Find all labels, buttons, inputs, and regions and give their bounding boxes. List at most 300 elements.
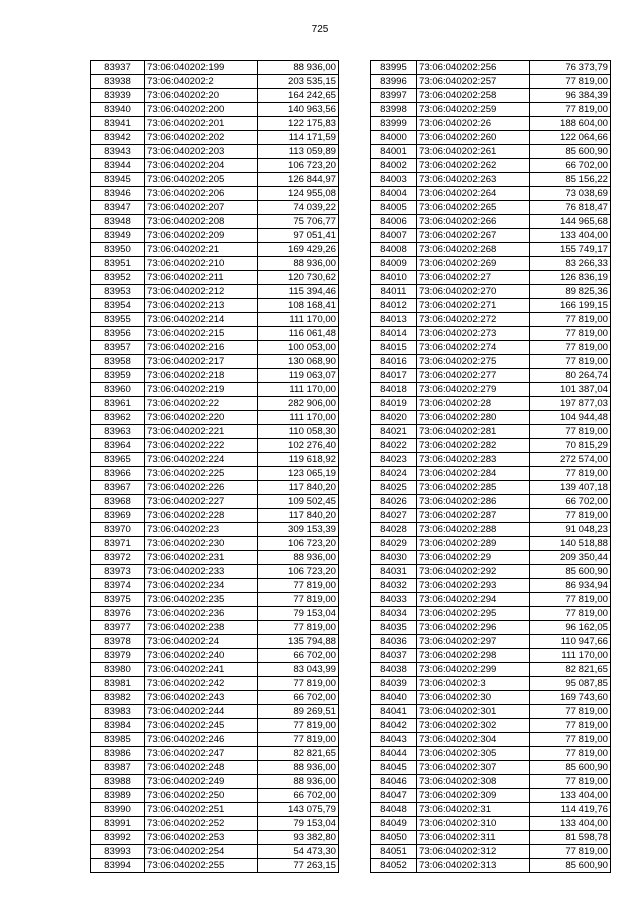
value-cell: 166 199,15 [530, 299, 611, 313]
table-row [91, 285, 339, 299]
table-row [371, 817, 611, 831]
row-number-cell: 84032 [371, 579, 417, 593]
cadastral-table-left [90, 60, 339, 873]
row-number-cell: 84038 [371, 663, 417, 677]
table-row [91, 663, 339, 677]
value-cell: 88 936,00 [258, 551, 339, 565]
cadastral-number-cell: 73:06:040202:289 [417, 537, 530, 551]
table-row [371, 621, 611, 635]
value-cell: 76 818,47 [530, 201, 611, 215]
row-number-cell: 83998 [371, 103, 417, 117]
row-number-cell: 84026 [371, 495, 417, 509]
cadastral-number-cell: 73:06:040202:312 [417, 845, 530, 859]
row-number-cell: 83977 [91, 621, 145, 635]
cadastral-number-cell: 73:06:040202:288 [417, 523, 530, 537]
table-row [371, 369, 611, 383]
row-number-cell: 84025 [371, 481, 417, 495]
row-number-cell: 83968 [91, 495, 145, 509]
table-row [371, 75, 611, 89]
value-cell: 113 059,89 [258, 145, 339, 159]
page-number: 725 [311, 24, 329, 35]
cadastral-number-cell: 73:06:040202:224 [145, 453, 258, 467]
row-number-cell: 83997 [371, 89, 417, 103]
cadastral-number-cell: 73:06:040202:307 [417, 761, 530, 775]
cadastral-number-cell: 73:06:040202:238 [145, 621, 258, 635]
table-row [91, 201, 339, 215]
table-row [371, 593, 611, 607]
table-row [371, 495, 611, 509]
cadastral-number-cell: 73:06:040202:274 [417, 341, 530, 355]
row-number-cell: 83976 [91, 607, 145, 621]
cadastral-table-right [370, 60, 611, 873]
value-cell: 203 535,15 [258, 75, 339, 89]
cadastral-number-cell: 73:06:040202:21 [145, 243, 258, 257]
value-cell: 123 065,19 [258, 467, 339, 481]
cadastral-number-cell: 73:06:040202:262 [417, 159, 530, 173]
table-row [91, 173, 339, 187]
cadastral-number-cell: 73:06:040202:280 [417, 411, 530, 425]
row-number-cell: 83952 [91, 271, 145, 285]
cadastral-number-cell: 73:06:040202:281 [417, 425, 530, 439]
table-row [91, 621, 339, 635]
row-number-cell: 83966 [91, 467, 145, 481]
value-cell: 77 819,00 [530, 103, 611, 117]
cadastral-number-cell: 73:06:040202:247 [145, 747, 258, 761]
row-number-cell: 83985 [91, 733, 145, 747]
cadastral-number-cell: 73:06:040202:216 [145, 341, 258, 355]
value-cell: 109 502,45 [258, 495, 339, 509]
cadastral-number-cell: 73:06:040202:225 [145, 467, 258, 481]
value-cell: 115 394,46 [258, 285, 339, 299]
table-row [371, 383, 611, 397]
row-number-cell: 83964 [91, 439, 145, 453]
row-number-cell: 83962 [91, 411, 145, 425]
cadastral-number-cell: 73:06:040202:249 [145, 775, 258, 789]
row-number-cell: 84022 [371, 439, 417, 453]
cadastral-number-cell: 73:06:040202:233 [145, 565, 258, 579]
row-number-cell: 84005 [371, 201, 417, 215]
cadastral-number-cell: 73:06:040202:260 [417, 131, 530, 145]
table-row [91, 229, 339, 243]
table-row [91, 789, 339, 803]
table-row [91, 537, 339, 551]
row-number-cell: 83938 [91, 75, 145, 89]
cadastral-number-cell: 73:06:040202:236 [145, 607, 258, 621]
cadastral-number-cell: 73:06:040202:231 [145, 551, 258, 565]
value-cell: 75 706,77 [258, 215, 339, 229]
table-row [371, 355, 611, 369]
table-row [371, 327, 611, 341]
value-cell: 272 574,00 [530, 453, 611, 467]
row-number-cell: 83969 [91, 509, 145, 523]
row-number-cell: 83987 [91, 761, 145, 775]
value-cell: 77 819,00 [258, 579, 339, 593]
row-number-cell: 84020 [371, 411, 417, 425]
cadastral-number-cell: 73:06:040202:24 [145, 635, 258, 649]
cadastral-number-cell: 73:06:040202:210 [145, 257, 258, 271]
table-row [91, 747, 339, 761]
value-cell: 126 844,97 [258, 173, 339, 187]
table-row [371, 649, 611, 663]
table-row [91, 271, 339, 285]
row-number-cell: 84003 [371, 173, 417, 187]
cadastral-number-cell: 73:06:040202:27 [417, 271, 530, 285]
value-cell: 126 836,19 [530, 271, 611, 285]
row-number-cell: 84006 [371, 215, 417, 229]
cadastral-number-cell: 73:06:040202:265 [417, 201, 530, 215]
table-row [371, 663, 611, 677]
table-row [371, 89, 611, 103]
table-row [91, 369, 339, 383]
value-cell: 119 063,07 [258, 369, 339, 383]
value-cell: 169 429,26 [258, 243, 339, 257]
table-row [371, 719, 611, 733]
cadastral-number-cell: 73:06:040202:287 [417, 509, 530, 523]
value-cell: 111 170,00 [258, 313, 339, 327]
value-cell: 119 618,92 [258, 453, 339, 467]
table-row [371, 579, 611, 593]
table-row [371, 187, 611, 201]
table-row [91, 705, 339, 719]
cadastral-number-cell: 73:06:040202:256 [417, 61, 530, 75]
cadastral-number-cell: 73:06:040202:218 [145, 369, 258, 383]
table-row [371, 173, 611, 187]
table-row [91, 831, 339, 845]
value-cell: 110 058,30 [258, 425, 339, 439]
table-row [91, 509, 339, 523]
cadastral-number-cell: 73:06:040202:214 [145, 313, 258, 327]
cadastral-number-cell: 73:06:040202:266 [417, 215, 530, 229]
value-cell: 77 819,00 [530, 733, 611, 747]
cadastral-number-cell: 73:06:040202:268 [417, 243, 530, 257]
table-row [371, 789, 611, 803]
table-row [91, 89, 339, 103]
row-number-cell: 84036 [371, 635, 417, 649]
cadastral-number-cell: 73:06:040202:28 [417, 397, 530, 411]
cadastral-number-cell: 73:06:040202:299 [417, 663, 530, 677]
value-cell: 102 276,40 [258, 439, 339, 453]
value-cell: 85 600,90 [530, 761, 611, 775]
cadastral-number-cell: 73:06:040202:311 [417, 831, 530, 845]
row-number-cell: 84013 [371, 313, 417, 327]
cadastral-number-cell: 73:06:040202:313 [417, 859, 530, 873]
value-cell: 169 743,60 [530, 691, 611, 705]
row-number-cell: 83989 [91, 789, 145, 803]
value-cell: 133 404,00 [530, 229, 611, 243]
cadastral-number-cell: 73:06:040202:26 [417, 117, 530, 131]
value-cell: 111 170,00 [258, 411, 339, 425]
value-cell: 110 947,66 [530, 635, 611, 649]
value-cell: 89 825,36 [530, 285, 611, 299]
table-row [371, 537, 611, 551]
value-cell: 66 702,00 [258, 649, 339, 663]
cadastral-number-cell: 73:06:040202:22 [145, 397, 258, 411]
row-number-cell: 83990 [91, 803, 145, 817]
value-cell: 88 936,00 [258, 257, 339, 271]
table-row [371, 425, 611, 439]
cadastral-number-cell: 73:06:040202:279 [417, 383, 530, 397]
value-cell: 106 723,20 [258, 159, 339, 173]
cadastral-number-cell: 73:06:040202:226 [145, 481, 258, 495]
cadastral-number-cell: 73:06:040202:213 [145, 299, 258, 313]
value-cell: 135 794,88 [258, 635, 339, 649]
cadastral-number-cell: 73:06:040202:228 [145, 509, 258, 523]
cadastral-number-cell: 73:06:040202:23 [145, 523, 258, 537]
table-row [91, 775, 339, 789]
value-cell: 144 965,68 [530, 215, 611, 229]
table-row [91, 677, 339, 691]
table-row [91, 565, 339, 579]
row-number-cell: 84016 [371, 355, 417, 369]
table-row [91, 845, 339, 859]
row-number-cell: 83941 [91, 117, 145, 131]
row-number-cell: 83993 [91, 845, 145, 859]
row-number-cell: 84002 [371, 159, 417, 173]
table-row [371, 607, 611, 621]
row-number-cell: 84044 [371, 747, 417, 761]
cadastral-number-cell: 73:06:040202:252 [145, 817, 258, 831]
value-cell: 82 821,65 [258, 747, 339, 761]
value-cell: 80 264,74 [530, 369, 611, 383]
table-row [371, 733, 611, 747]
table-row [91, 383, 339, 397]
row-number-cell: 84045 [371, 761, 417, 775]
table-row [371, 635, 611, 649]
row-number-cell: 83965 [91, 453, 145, 467]
table-row [371, 229, 611, 243]
row-number-cell: 84050 [371, 831, 417, 845]
cadastral-number-cell: 73:06:040202:2 [145, 75, 258, 89]
value-cell: 77 819,00 [530, 747, 611, 761]
value-cell: 88 936,00 [258, 761, 339, 775]
cadastral-number-cell: 73:06:040202:283 [417, 453, 530, 467]
cadastral-number-cell: 73:06:040202:222 [145, 439, 258, 453]
table-row [371, 775, 611, 789]
value-cell: 91 048,23 [530, 523, 611, 537]
cadastral-number-cell: 73:06:040202:241 [145, 663, 258, 677]
table-row [91, 299, 339, 313]
cadastral-number-cell: 73:06:040202:275 [417, 355, 530, 369]
row-number-cell: 83982 [91, 691, 145, 705]
cadastral-number-cell: 73:06:040202:199 [145, 61, 258, 75]
row-number-cell: 84001 [371, 145, 417, 159]
value-cell: 85 600,90 [530, 565, 611, 579]
value-cell: 70 815,29 [530, 439, 611, 453]
table-row [371, 103, 611, 117]
row-number-cell: 84030 [371, 551, 417, 565]
value-cell: 96 162,05 [530, 621, 611, 635]
cadastral-number-cell: 73:06:040202:201 [145, 117, 258, 131]
table-row [371, 159, 611, 173]
cadastral-number-cell: 73:06:040202:248 [145, 761, 258, 775]
row-number-cell: 84029 [371, 537, 417, 551]
value-cell: 309 153,39 [258, 523, 339, 537]
table-row [371, 439, 611, 453]
row-number-cell: 83996 [371, 75, 417, 89]
cadastral-number-cell: 73:06:040202:286 [417, 495, 530, 509]
row-number-cell: 84021 [371, 425, 417, 439]
value-cell: 130 068,90 [258, 355, 339, 369]
table-row [91, 75, 339, 89]
value-cell: 79 153,04 [258, 607, 339, 621]
value-cell: 74 039,22 [258, 201, 339, 215]
cadastral-number-cell: 73:06:040202:305 [417, 747, 530, 761]
cadastral-number-cell: 73:06:040202:234 [145, 579, 258, 593]
value-cell: 122 064,66 [530, 131, 611, 145]
row-number-cell: 83983 [91, 705, 145, 719]
table-row [91, 635, 339, 649]
table-row [371, 397, 611, 411]
table-row [91, 523, 339, 537]
cadastral-number-cell: 73:06:040202:221 [145, 425, 258, 439]
row-number-cell: 84043 [371, 733, 417, 747]
value-cell: 81 598,78 [530, 831, 611, 845]
table-row [371, 299, 611, 313]
value-cell: 116 061,48 [258, 327, 339, 341]
table-row [91, 117, 339, 131]
table-row [371, 243, 611, 257]
cadastral-number-cell: 73:06:040202:246 [145, 733, 258, 747]
row-number-cell: 84040 [371, 691, 417, 705]
row-number-cell: 83992 [91, 831, 145, 845]
table-row [91, 859, 339, 873]
cadastral-number-cell: 73:06:040202:310 [417, 817, 530, 831]
cadastral-number-cell: 73:06:040202:304 [417, 733, 530, 747]
value-cell: 85 600,90 [530, 145, 611, 159]
row-number-cell: 83958 [91, 355, 145, 369]
value-cell: 114 171,59 [258, 131, 339, 145]
value-cell: 108 168,41 [258, 299, 339, 313]
cadastral-number-cell: 73:06:040202:294 [417, 593, 530, 607]
cadastral-number-cell: 73:06:040202:257 [417, 75, 530, 89]
value-cell: 101 387,04 [530, 383, 611, 397]
cadastral-number-cell: 73:06:040202:282 [417, 439, 530, 453]
value-cell: 83 266,33 [530, 257, 611, 271]
value-cell: 88 936,00 [258, 775, 339, 789]
table-row [91, 579, 339, 593]
value-cell: 77 263,15 [258, 859, 339, 873]
value-cell: 96 384,39 [530, 89, 611, 103]
row-number-cell: 84027 [371, 509, 417, 523]
value-cell: 76 373,79 [530, 61, 611, 75]
table-row [371, 117, 611, 131]
row-number-cell: 83959 [91, 369, 145, 383]
cadastral-number-cell: 73:06:040202:261 [417, 145, 530, 159]
value-cell: 77 819,00 [530, 355, 611, 369]
cadastral-number-cell: 73:06:040202:206 [145, 187, 258, 201]
row-number-cell: 84048 [371, 803, 417, 817]
cadastral-number-cell: 73:06:040202:211 [145, 271, 258, 285]
row-number-cell: 83975 [91, 593, 145, 607]
table-row [91, 61, 339, 75]
row-number-cell: 84000 [371, 131, 417, 145]
table-row [371, 859, 611, 873]
value-cell: 85 156,22 [530, 173, 611, 187]
table-row [371, 691, 611, 705]
row-number-cell: 83970 [91, 523, 145, 537]
value-cell: 106 723,20 [258, 565, 339, 579]
value-cell: 77 819,00 [258, 719, 339, 733]
row-number-cell: 83991 [91, 817, 145, 831]
row-number-cell: 84046 [371, 775, 417, 789]
row-number-cell: 83979 [91, 649, 145, 663]
row-number-cell: 83945 [91, 173, 145, 187]
value-cell: 77 819,00 [530, 509, 611, 523]
table-row [91, 341, 339, 355]
cadastral-number-cell: 73:06:040202:217 [145, 355, 258, 369]
cadastral-number-cell: 73:06:040202:272 [417, 313, 530, 327]
cadastral-number-cell: 73:06:040202:29 [417, 551, 530, 565]
row-number-cell: 83953 [91, 285, 145, 299]
table-row [371, 453, 611, 467]
row-number-cell: 84037 [371, 649, 417, 663]
cadastral-number-cell: 73:06:040202:207 [145, 201, 258, 215]
row-number-cell: 84007 [371, 229, 417, 243]
table-row [371, 411, 611, 425]
table-row [371, 215, 611, 229]
value-cell: 77 819,00 [530, 313, 611, 327]
row-number-cell: 83955 [91, 313, 145, 327]
value-cell: 95 087,85 [530, 677, 611, 691]
value-cell: 73 038,69 [530, 187, 611, 201]
value-cell: 77 819,00 [530, 467, 611, 481]
cadastral-number-cell: 73:06:040202:267 [417, 229, 530, 243]
table-row [371, 271, 611, 285]
value-cell: 77 819,00 [530, 719, 611, 733]
table-row [371, 285, 611, 299]
row-number-cell: 84047 [371, 789, 417, 803]
table-row [91, 411, 339, 425]
row-number-cell: 83984 [91, 719, 145, 733]
table-row [91, 593, 339, 607]
table-row [91, 607, 339, 621]
cadastral-number-cell: 73:06:040202:243 [145, 691, 258, 705]
row-number-cell: 83963 [91, 425, 145, 439]
table-row [371, 509, 611, 523]
row-number-cell: 84039 [371, 677, 417, 691]
cadastral-number-cell: 73:06:040202:295 [417, 607, 530, 621]
table-row [371, 523, 611, 537]
row-number-cell: 84033 [371, 593, 417, 607]
cadastral-number-cell: 73:06:040202:270 [417, 285, 530, 299]
row-number-cell: 83942 [91, 131, 145, 145]
value-cell: 111 170,00 [258, 383, 339, 397]
value-cell: 77 819,00 [258, 677, 339, 691]
row-number-cell: 84041 [371, 705, 417, 719]
cadastral-number-cell: 73:06:040202:258 [417, 89, 530, 103]
value-cell: 209 350,44 [530, 551, 611, 565]
table-row [371, 467, 611, 481]
cadastral-number-cell: 73:06:040202:296 [417, 621, 530, 635]
row-number-cell: 83954 [91, 299, 145, 313]
cadastral-number-cell: 73:06:040202:240 [145, 649, 258, 663]
value-cell: 117 840,20 [258, 509, 339, 523]
table-row [91, 313, 339, 327]
cadastral-number-cell: 73:06:040202:245 [145, 719, 258, 733]
row-number-cell: 84009 [371, 257, 417, 271]
row-number-cell: 83981 [91, 677, 145, 691]
value-cell: 77 819,00 [530, 775, 611, 789]
table-row [91, 103, 339, 117]
row-number-cell: 83974 [91, 579, 145, 593]
cadastral-number-cell: 73:06:040202:259 [417, 103, 530, 117]
table-row [91, 495, 339, 509]
table-row [91, 453, 339, 467]
value-cell: 86 934,94 [530, 579, 611, 593]
value-cell: 77 819,00 [530, 75, 611, 89]
table-row [91, 187, 339, 201]
cadastral-number-cell: 73:06:040202:219 [145, 383, 258, 397]
